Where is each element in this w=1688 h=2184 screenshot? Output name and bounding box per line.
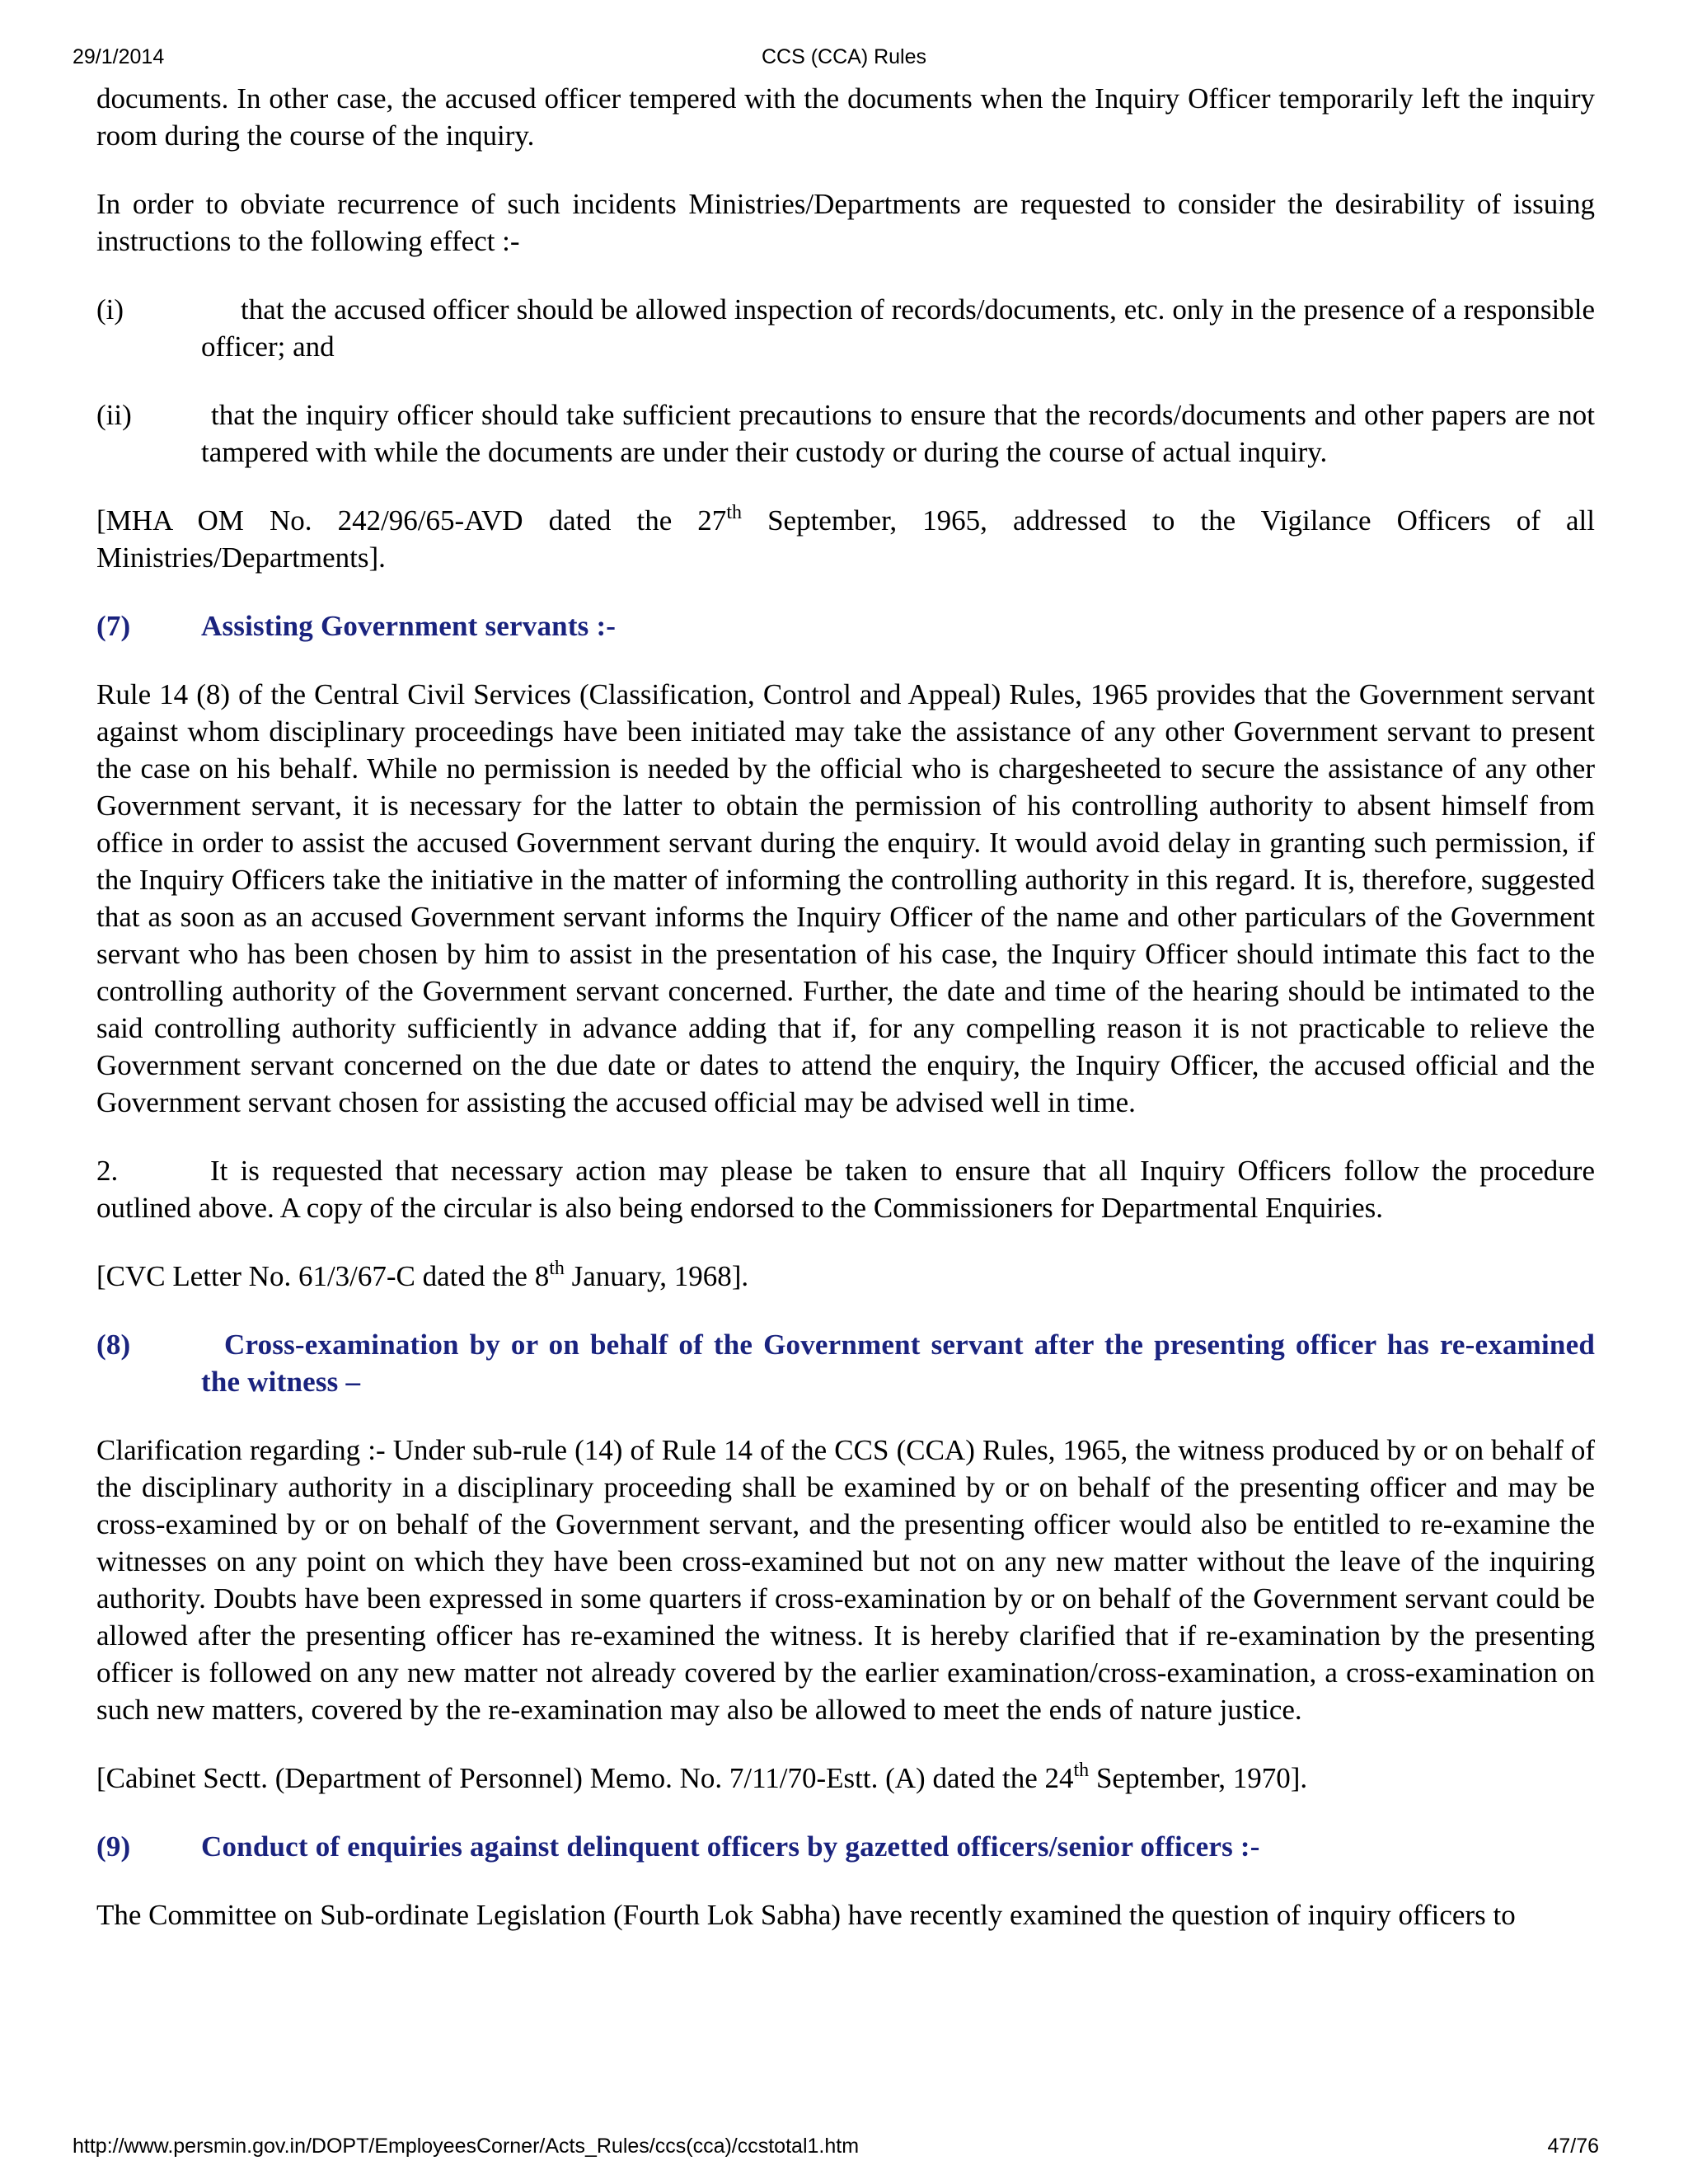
- footer-url: http://www.persmin.gov.in/DOPT/EmployeesCorner/Acts_Rules/ccs(cca)/ccstotal1.htm: [73, 2135, 860, 2158]
- section-number: (7): [96, 610, 131, 642]
- reference-cvc-letter: [CVC Letter No. 61/3/67-C dated the 8th January, 1968].: [96, 1258, 749, 1292]
- paragraph-documents-tampering: documents. In other case, the accused officer tempered with the documents when the Inquiry Officer temporarily left the inquiry room during the course of the inquiry.: [96, 82, 1595, 152]
- paragraph-rule-14-8: Rule 14 (8) of the Central Civil Services (Classification, Control and Appeal) Rules, 1965 provides that the Government servant against whom disciplinary proceedings have been initiated may take the assistance of any other Government servant to present the case on his behalf. While no permission is needed by the official who is chargesheeted to secure the assistance of any other Government servant, it is necessary for the latter to obtain the permission of his controlling authority to absent himself from office in order to assist the accused Government servant during the enquiry. It would avoid delay in granting such permission, if the Inquiry Officers take the initiative in the matter of informing the controlling authority in this regard. It is, therefore, suggested that as soon as an accused Government servant informs the Inquiry Officer of the name and other particulars of the Government servant who has been chosen by him to assist in the presentation of his case, the Inquiry Officer should intimate this fact to the controlling authority of the Government servant concerned. Further, the date and time of the hearing should be intimated to the said controlling authority sufficiently in advance adding that if, for any compelling reason it is not practicable to relieve the Government servant concerned on the due date or dates to attend the enquiry, the Inquiry Officer, the accused official and the Government servant chosen for assisting the accused official may be advised well in time.: [96, 678, 1595, 1118]
- paragraph-2-request: 2. It is requested that necessary action may please be taken to ensure that all Inquiry Officers follow the procedure outlined above. A copy of the circular is also being endorsed to the Commissioners for Departmental Enquiries.: [96, 1152, 1595, 1226]
- paragraph-committee: The Committee on Sub-ordinate Legislation (Fourth Lok Sabha) have recently examined the question of inquiry officers to: [96, 1899, 1516, 1931]
- section-heading-9: [96, 1828, 1595, 1865]
- list-item-i: [96, 291, 1595, 365]
- document-title: CCS (CCA) Rules: [761, 45, 927, 68]
- paragraph-obviate-recurrence: In order to obviate recurrence of such incidents Ministries/Departments are requested to consider the desirability of issuing instructions to the following effect :-: [96, 188, 1595, 257]
- list-item-text: that the inquiry officer should take sufficient precautions to ensure that the records/documents and other papers are not tampered with while the documents are under their custody or during the course of actual inquiry.: [201, 399, 1595, 468]
- paragraph-number: 2.: [96, 1155, 119, 1187]
- section-number: (9): [96, 1830, 131, 1863]
- document-body: [96, 80, 1595, 1965]
- page-number: 47/76: [1547, 2135, 1599, 2158]
- paragraph-clarification: Clarification regarding :- Under sub-rule (14) of Rule 14 of the CCS (CCA) Rules, 1965, the witness produced by or on behalf of the disciplinary authority in a disciplinary proceeding shall be examined by or on behalf of the presenting officer and may be cross-examined by or on behalf of the Government servant, and the presenting officer would also be entitled to re-examine the witnesses on any point on which they have been cross-examined but not on any new matter without the leave of the inquiring authority. Doubts have been expressed in some quarters if cross-examination by or on behalf of the Government servant could be allowed after the presenting officer has re-examined the witness. It is hereby clarified that if re-examination by the presenting officer is followed on any new matter not already covered by the earlier examination/cross-examination, a cross-examination on such new matters, covered by the re-examination may also be allowed to meet the ends of nature justice.: [96, 1434, 1595, 1726]
- reference-mha-om: [MHA OM No. 242/96/65-AVD dated the 27th September, 1965, addressed to the Vigilance Officers of all Ministries/Departments].: [96, 502, 1595, 574]
- section-number: (8): [96, 1329, 131, 1361]
- list-item-number: (i): [96, 293, 124, 326]
- list-item-text: that the accused officer should be allowed inspection of records/documents, etc. only in the presence of a responsible officer; and: [201, 293, 1595, 363]
- section-title: Conduct of enquiries against delinquent officers by gazetted officers/senior officers :-: [201, 1830, 1260, 1863]
- section-heading-7: [96, 607, 1595, 644]
- section-title: Cross-examination by or on behalf of the Government servant after the presenting officer has re-examined the witness –: [201, 1329, 1595, 1398]
- print-date: 29/1/2014: [73, 45, 165, 68]
- list-item-number: (ii): [96, 399, 132, 431]
- section-title: Assisting Government servants :-: [201, 610, 617, 642]
- reference-cabinet-memo: [Cabinet Sectt. (Department of Personnel) Memo. No. 7/11/70-Estt. (A) dated the 24th September, 1970].: [96, 1760, 1308, 1794]
- list-item-ii: [96, 396, 1595, 471]
- section-heading-8: [96, 1326, 1595, 1400]
